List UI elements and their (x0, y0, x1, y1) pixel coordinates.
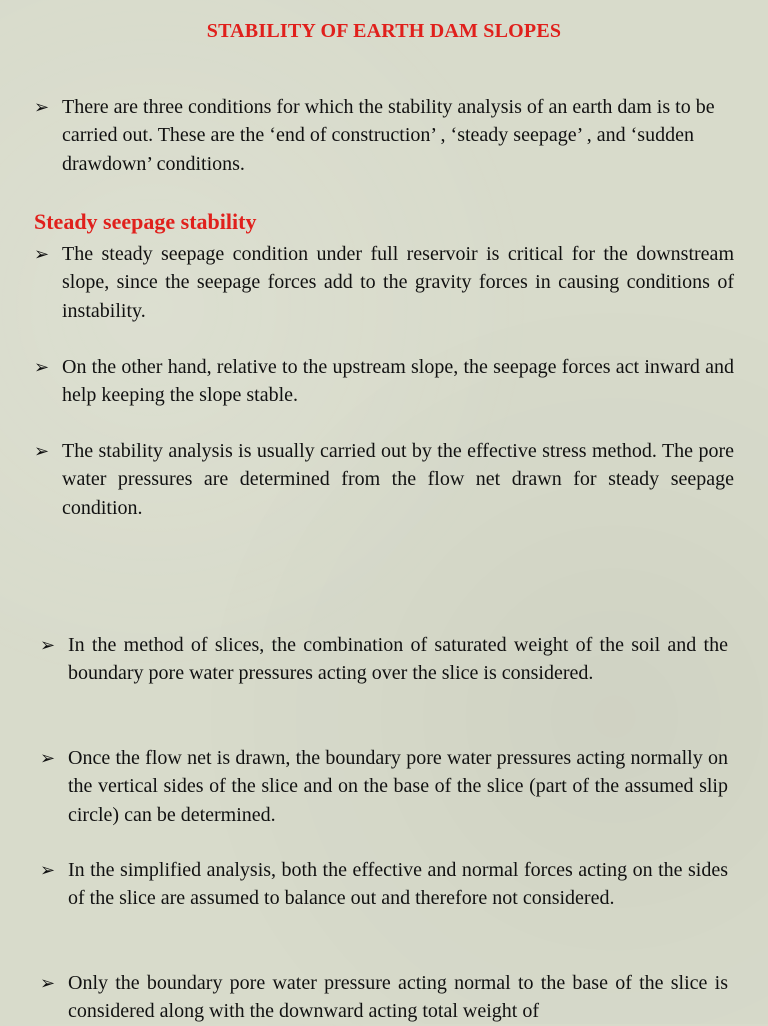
bullet-arrow-icon: ➢ (34, 357, 50, 377)
slices-bullet (40, 744, 728, 829)
bullet-arrow-icon: ➢ (40, 748, 56, 768)
slices-bullet-text: In the simplified analysis, both the effective and normal forces acting on the sides of the slice are assumed to balance out and therefore not considered. (68, 859, 728, 910)
section-bullet (34, 240, 734, 325)
section-bullet (34, 353, 734, 410)
bullet-arrow-icon: ➢ (34, 441, 50, 461)
section-bullet-text: The stability analysis is usually carried out by the effective stress method. The pore water pressures are determined from the flow net drawn for steady seepage condition. (62, 440, 734, 519)
intro-bullet-text: There are three conditions for which the stability analysis of an earth dam is to be carried out. These are the ‘end of construction’ , ‘steady seepage’ , and ‘sudden drawdown’ conditions. (62, 96, 715, 175)
bullet-arrow-icon: ➢ (34, 244, 50, 264)
section-bullet (34, 437, 734, 522)
slices-bullet (40, 631, 728, 688)
intro-bullet (34, 93, 724, 178)
section-bullet-text: The steady seepage condition under full reservoir is critical for the downstream slope, since the seepage forces add to the gravity forces in causing conditions of instability. (62, 243, 734, 322)
section-bullet-text: On the other hand, relative to the upstream slope, the seepage forces act inward and help keeping the slope stable. (62, 356, 734, 407)
slices-bullet-text: Only the boundary pore water pressure acting normal to the base of the slice is considered along with the downward acting total weight of (68, 972, 728, 1023)
bullet-arrow-icon: ➢ (40, 635, 56, 655)
slide-title: STABILITY OF EARTH DAM SLOPES (206, 20, 562, 42)
slices-bullet-text: In the method of slices, the combination of saturated weight of the soil and the boundary pore water pressures acting over the slice is considered. (68, 634, 728, 685)
bullet-arrow-icon: ➢ (40, 860, 56, 880)
slices-bullet-text: Once the flow net is drawn, the boundary pore water pressures acting normally on the vertical sides of the slice and on the base of the slice (part of the assumed slip circle) can be determined. (68, 747, 728, 826)
bullet-arrow-icon: ➢ (40, 973, 56, 993)
slices-bullet (40, 969, 728, 1026)
bullet-arrow-icon: ➢ (34, 97, 50, 117)
section-heading: Steady seepage stability (34, 209, 257, 234)
slices-bullet (40, 856, 728, 913)
